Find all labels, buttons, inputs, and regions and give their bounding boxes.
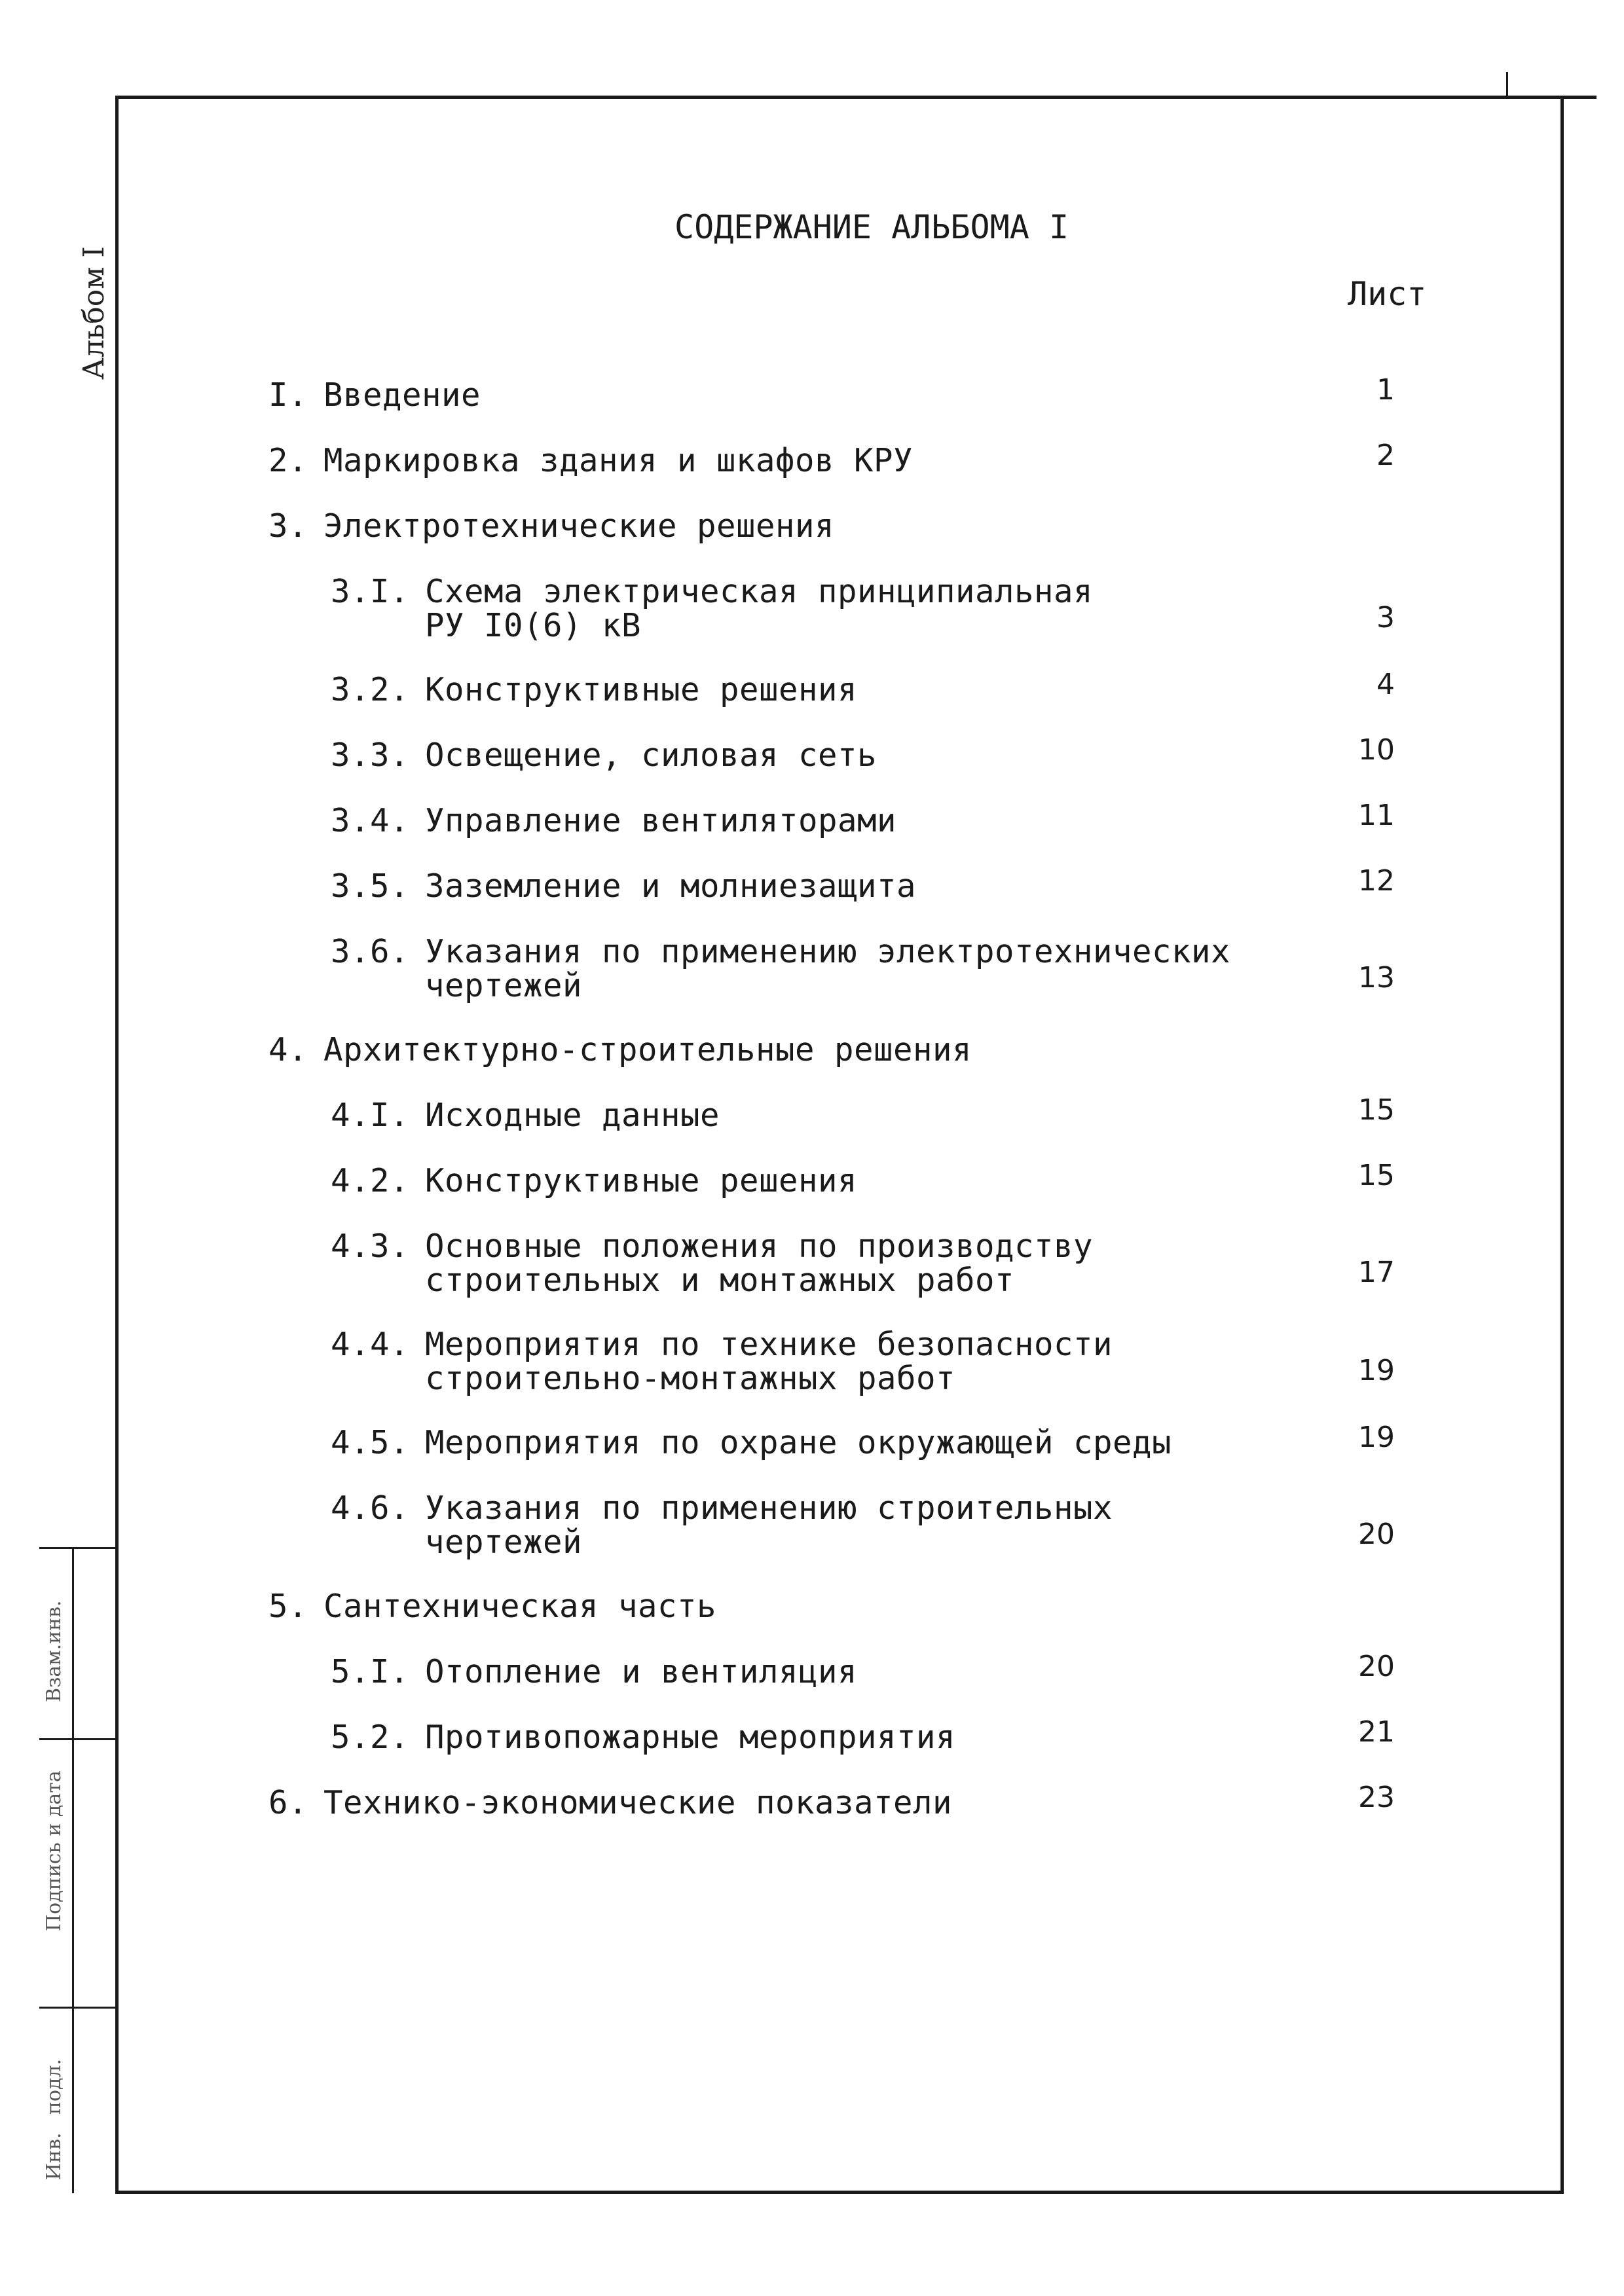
toc-page: 1: [1376, 373, 1395, 407]
toc-page: 17: [1358, 1256, 1395, 1289]
stamp-field-signature-date: Подпись и дата: [43, 1770, 65, 1931]
toc-page: 15: [1358, 1159, 1395, 1192]
toc-page: 4: [1376, 668, 1395, 701]
toc-entry: 5. Сантехническая часть: [268, 1588, 717, 1625]
sheet-column-header: Лист: [1348, 275, 1427, 313]
toc-entry: 4.2. Конструктивные решения: [331, 1162, 858, 1199]
toc-entry: 6. Технико-экономические показатели: [268, 1784, 953, 1821]
toc-entry: 3.I. Схема электрическая принципиальная РУ I0(6) кВ: [331, 573, 1094, 644]
toc-entry: 4.4. Мероприятия по технике безопасности строительно-монтажных работ: [331, 1326, 1113, 1397]
toc-entry: 5.I. Отопление и вентиляция: [331, 1653, 858, 1690]
toc-entry: 3.5. Заземление и молниезащита: [331, 867, 917, 905]
toc-entry: 3. Электротехнические решения: [268, 507, 835, 545]
stamp-field-inv: Инв.: [43, 2132, 65, 2180]
toc-entry: 3.3. Освещение, силовая сеть: [331, 737, 877, 774]
toc-page: 19: [1358, 1354, 1395, 1387]
toc-entry: 4.3. Основные положения по производству строительных и монтажных работ: [331, 1228, 1094, 1299]
toc-entry: 3.6. Указания по применению электротехнических чертежей: [331, 933, 1231, 1004]
toc-entry: 4.5. Мероприятия по охране окружающей среды: [331, 1424, 1172, 1461]
toc-entry: 3.2. Конструктивные решения: [331, 671, 858, 708]
toc-page: 10: [1358, 733, 1395, 767]
toc-entry: 5.2. Противопожарные мероприятия: [331, 1719, 956, 1756]
toc-page: 20: [1358, 1518, 1395, 1551]
page-title: СОДЕРЖАНИЕ АЛЬБОМА I: [674, 208, 1069, 246]
toc-page: 11: [1358, 799, 1395, 832]
toc-page: 2: [1376, 439, 1395, 472]
side-album-label: Альбом I: [77, 246, 111, 380]
stamp-field-replaced-inv: Взам.инв.: [43, 1600, 65, 1702]
toc-page: 12: [1358, 864, 1395, 898]
toc-entry: I. Введение: [268, 376, 481, 414]
toc-page: 19: [1358, 1421, 1395, 1454]
toc-page: 3: [1376, 601, 1395, 634]
stamp-field-original: подл.: [43, 2058, 65, 2115]
toc-page: 23: [1358, 1781, 1395, 1814]
toc-entry: 3.4. Управление вентиляторами: [331, 802, 897, 839]
toc-page: 13: [1358, 961, 1395, 994]
toc-entry: 2. Маркировка здания и шкафов КРУ: [268, 442, 913, 479]
toc-page: 20: [1358, 1650, 1395, 1683]
toc-entry: 4. Архитектурно-строительные решения: [268, 1031, 972, 1068]
toc-entry: 4.6. Указания по применению строительных чертежей: [331, 1489, 1113, 1561]
toc-page: 21: [1358, 1715, 1395, 1749]
toc-entry: 4.I. Исходные данные: [331, 1097, 720, 1134]
toc-page: 15: [1358, 1093, 1395, 1127]
